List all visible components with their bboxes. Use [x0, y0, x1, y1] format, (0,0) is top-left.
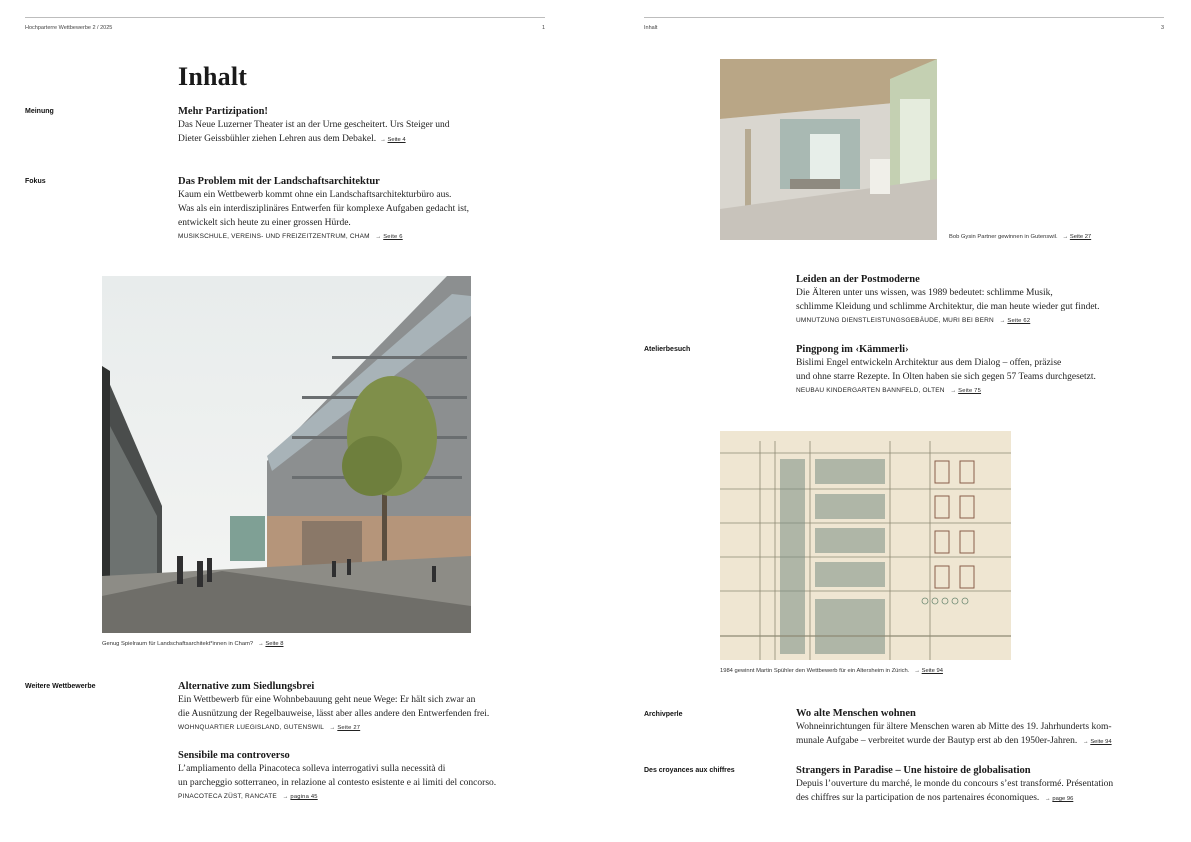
- cham-rendering-image: [102, 276, 471, 633]
- page-link-label: Seite 8: [265, 641, 284, 647]
- entry-text: Was als ein interdisziplinäres Entwerfen für komplexe Aufgaben gedacht ist,: [178, 204, 470, 214]
- section-header: Inhalt: [644, 25, 658, 31]
- image-caption: [720, 668, 943, 674]
- caption-text: Genug Spielraum für Landschaftsarchitekt*innen in Cham?: [102, 641, 254, 647]
- page-link-label: Seite 27: [337, 725, 361, 731]
- entry-text: entwickelt sich heute zu einer grossen Hürde.: [178, 218, 351, 228]
- page-link[interactable]: [947, 388, 981, 394]
- arrow-icon: →: [1062, 234, 1069, 240]
- elevation-drawing-image: [720, 431, 1011, 660]
- entry-text: Das Neue Luzerner Theater ist an der Urne gescheitert. Urs Steiger und: [178, 120, 450, 130]
- section-label-atelierbesuch: Atelierbesuch: [644, 346, 691, 353]
- header-rule: [644, 17, 1164, 18]
- entry-title: Wo alte Menschen wohnen: [796, 708, 916, 719]
- entry-text: un parcheggio sotterraneo, in relazione al contesto esistente e ai limiti del concorso.: [178, 778, 497, 788]
- page-link-label: Seite 94: [1090, 739, 1112, 745]
- entry-meta: [796, 315, 1186, 327]
- page-link[interactable]: [378, 137, 405, 143]
- entry-text: Ein Wettbewerb für eine Wohnbebauung geht neue Wege: Er hält sich zwar an: [178, 695, 476, 705]
- arrow-icon: →: [282, 794, 289, 800]
- page-link-label: pagina 45: [290, 794, 318, 800]
- project-name: PINACOTECA ZÜST, RANCATE: [178, 793, 277, 800]
- entry-text: [796, 791, 1186, 806]
- caption-text: 1984 gewinnt Martin Spühler den Wettbewerb für ein Altersheim in Zürich.: [720, 668, 910, 674]
- entry-text: Kaum ein Wettbewerb kommt ohne ein Landschaftsarchitekturbüro aus.: [178, 190, 452, 200]
- entry-title: Mehr Partizipation!: [178, 106, 268, 117]
- toc-entry-pinacoteca: [178, 749, 588, 803]
- toc-entry-fokus: [178, 175, 578, 243]
- page-link[interactable]: [1042, 796, 1074, 802]
- page-number: 1: [542, 25, 546, 31]
- page-link[interactable]: [279, 794, 318, 800]
- arrow-icon: →: [950, 388, 957, 394]
- publication-header: Hochparterre Wettbewerbe 2 / 2025: [25, 25, 113, 31]
- page-link[interactable]: [996, 318, 1030, 324]
- page-link-label: Seite 27: [1069, 234, 1092, 240]
- arrow-icon: →: [914, 668, 921, 674]
- entry-text: [796, 734, 1186, 749]
- image-caption: [102, 641, 283, 647]
- page-link[interactable]: [911, 668, 943, 674]
- arrow-icon: →: [380, 137, 386, 143]
- page-link-label: Seite 75: [958, 388, 982, 394]
- page-title: Inhalt: [178, 62, 248, 91]
- toc-entry-meinung: [178, 105, 568, 147]
- entry-text: Depuis l’ouverture du marché, le monde du concours s’est transformé. Présentation: [796, 779, 1114, 789]
- page-number: 3: [1161, 25, 1165, 31]
- toc-entry-strangers-in-paradise: [796, 764, 1186, 806]
- page-link-label: page 96: [1052, 796, 1074, 802]
- project-name: UMNUTZUNG DIENSTLEISTUNGSGEBÄUDE, MURI BEI BERN: [796, 317, 994, 324]
- section-label-meinung: Meinung: [25, 108, 54, 115]
- project-name: WOHNQUARTIER LUEGISLAND, GUTENSWIL: [178, 724, 324, 731]
- page-link-label: Seite 4: [387, 137, 406, 143]
- toc-entry-siedlungsbrei: [178, 680, 588, 734]
- interior-photo: [720, 59, 937, 240]
- page-link[interactable]: [326, 725, 360, 731]
- toc-entry-alte-menschen: [796, 707, 1186, 749]
- project-name: MUSIKSCHULE, VEREINS- UND FREIZEITZENTRUM, CHAM: [178, 233, 370, 240]
- page-link[interactable]: [372, 234, 403, 240]
- entry-text-line: des chiffres sur la participation de nos partenaires économiques.: [796, 793, 1040, 803]
- section-label-fokus: Fokus: [25, 178, 46, 185]
- entry-title: Pingpong im ‹Kämmerli›: [796, 344, 909, 355]
- left-page: [0, 0, 595, 842]
- entry-meta: [178, 791, 588, 803]
- section-label-weitere-wettbewerbe: Weitere Wettbewerbe: [25, 683, 96, 690]
- arrow-icon: →: [999, 318, 1006, 324]
- page-link[interactable]: [255, 641, 284, 647]
- arrow-icon: →: [258, 641, 264, 647]
- entry-text: Wohneinrichtungen für ältere Menschen waren ab Mitte des 19. Jahrhunderts kom-: [796, 722, 1112, 732]
- right-page: [596, 0, 1191, 842]
- entry-title: Leiden an der Postmoderne: [796, 274, 920, 285]
- arrow-icon: →: [329, 725, 336, 731]
- arrow-icon: →: [1044, 796, 1051, 802]
- entry-text-line: munale Aufgabe – verbreitet wurde der Bautyp erst ab den 1950er-Jahren.: [796, 736, 1078, 746]
- section-label-croyances: Des croyances aux chiffres: [644, 767, 735, 774]
- header-rule: [25, 17, 545, 18]
- entry-text: die Ausnützung der Regelbauweise, lässt aber alles andere den Entwerfenden frei.: [178, 709, 490, 719]
- page-link[interactable]: [1080, 739, 1112, 745]
- entry-text: [178, 132, 568, 147]
- image-caption: [949, 234, 1091, 240]
- arrow-icon: →: [1082, 739, 1089, 745]
- entry-text: und ohne starre Rezepte. In Olten haben sie sich gegen 57 Teams durchgesetzt.: [796, 372, 1096, 382]
- entry-text: Bislimi Engel entwickeln Architektur aus dem Dialog – offen, präzise: [796, 358, 1062, 368]
- entry-meta: [178, 722, 588, 734]
- entry-text: L’ampliamento della Pinacoteca solleva interrogativi sulla necessità di: [178, 764, 446, 774]
- page-link-label: Seite 6: [383, 234, 403, 240]
- caption-text: Bob Gysin Partner gewinnen in Gutenswil.: [949, 234, 1058, 240]
- entry-meta: [796, 385, 1186, 397]
- entry-text: Die Älteren unter uns wissen, was 1989 bedeutet: schlimme Musik,: [796, 288, 1053, 298]
- entry-meta: [178, 231, 578, 243]
- entry-title: Das Problem mit der Landschaftsarchitektur: [178, 176, 380, 187]
- page-link-label: Seite 94: [921, 668, 943, 674]
- project-name: NEUBAU KINDERGARTEN BANNFELD, OLTEN: [796, 387, 945, 394]
- entry-title: Sensibile ma controverso: [178, 750, 290, 761]
- entry-text-line: Dieter Geissbühler ziehen Lehren aus dem Debakel.: [178, 134, 377, 144]
- toc-entry-pingpong: [796, 343, 1186, 397]
- page-link[interactable]: [1059, 234, 1091, 240]
- entry-title: Alternative zum Siedlungsbrei: [178, 681, 315, 692]
- section-label-archivperle: Archivperle: [644, 711, 683, 718]
- page-link-label: Seite 62: [1007, 318, 1031, 324]
- arrow-icon: →: [375, 234, 382, 240]
- entry-text: schlimme Kleidung und schlimme Architektur, die man heute wieder gut findet.: [796, 302, 1100, 312]
- entry-title: Strangers in Paradise – Une histoire de globalisation: [796, 765, 1031, 776]
- toc-entry-postmoderne: [796, 273, 1186, 327]
